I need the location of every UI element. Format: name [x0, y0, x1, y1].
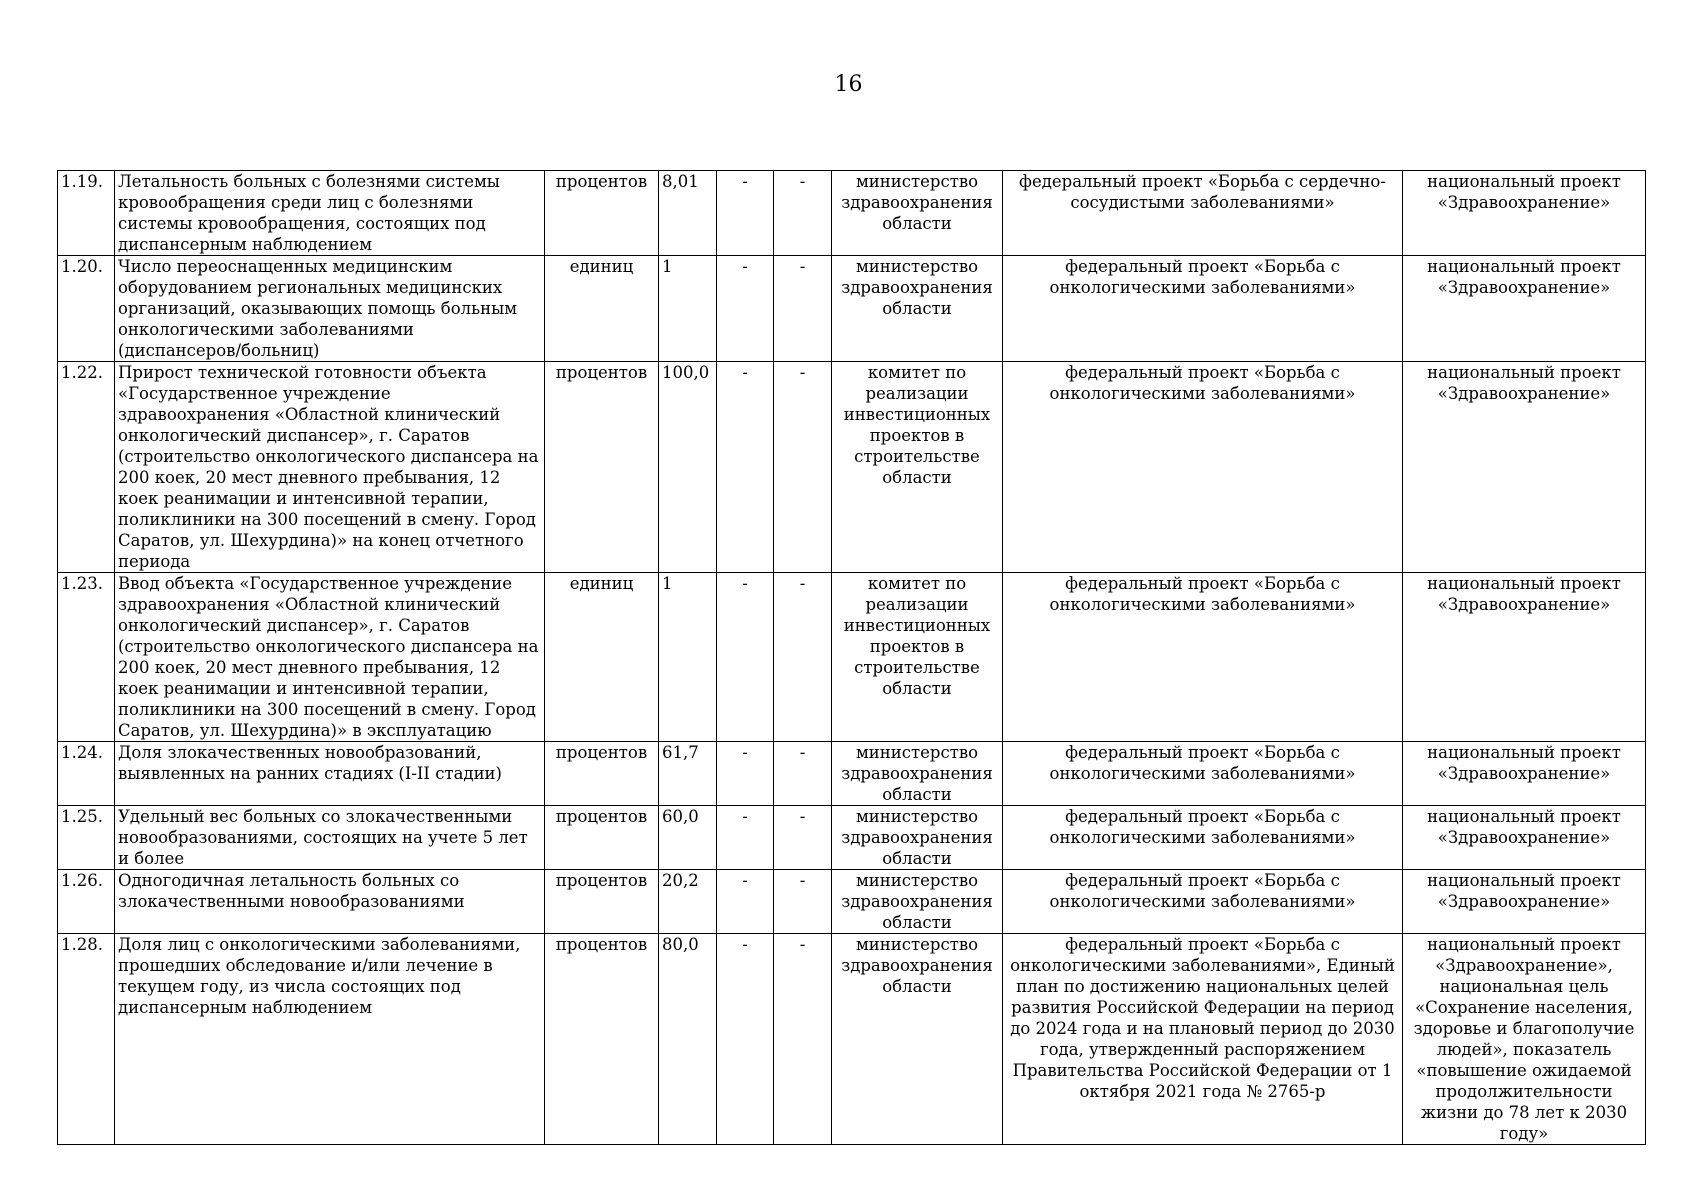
row-number: 1.28. [58, 934, 115, 1145]
table-row [58, 742, 1646, 806]
unit: единиц [545, 256, 659, 362]
indicator-name: Прирост технической готовности объекта «Государственное учреждение здравоохранения «Областной клинический онкологический диспансер», г. Саратов (строительство онкологического диспансера на 200 коек, 20 мест дневного пребывания, 12 коек реанимации и интенсивной терапии, поликлиники на 300 посещений в смену. Город Саратов, ул. Шехурдина)» на конец отчетного периода [115, 362, 545, 573]
responsible: министерство здравоохранения области [832, 171, 1003, 256]
target-value: 61,7 [659, 742, 717, 806]
national-project: национальный проект «Здравоохранение» [1403, 870, 1646, 934]
target-value: 100,0 [659, 362, 717, 573]
table-row [58, 256, 1646, 362]
responsible: комитет по реализации инвестиционных проектов в строительстве области [832, 362, 1003, 573]
national-project: национальный проект «Здравоохранение» [1403, 742, 1646, 806]
indicator-name: Доля лиц с онкологическими заболеваниями, прошедших обследование и/или лечение в текущем году, из числа состоящих под диспансерным наблюдением [115, 934, 545, 1145]
col5-value: - [717, 362, 774, 573]
table-row [58, 934, 1646, 1145]
indicator-name: Число переоснащенных медицинским оборудованием региональных медицинских организаций, оказывающих помощь больным онкологическими заболеваниями (диспансеров/больниц) [115, 256, 545, 362]
unit: процентов [545, 806, 659, 870]
national-project: национальный проект «Здравоохранение» [1403, 256, 1646, 362]
row-number: 1.24. [58, 742, 115, 806]
unit: единиц [545, 573, 659, 742]
col6-value: - [774, 870, 832, 934]
col5-value: - [717, 256, 774, 362]
responsible: министерство здравоохранения области [832, 934, 1003, 1145]
row-number: 1.23. [58, 573, 115, 742]
page-number: 16 [834, 72, 863, 97]
row-number: 1.20. [58, 256, 115, 362]
table-row [58, 171, 1646, 256]
unit: процентов [545, 870, 659, 934]
responsible: министерство здравоохранения области [832, 806, 1003, 870]
target-value: 1 [659, 573, 717, 742]
responsible: министерство здравоохранения области [832, 256, 1003, 362]
federal-project: федеральный проект «Борьба с онкологическими заболеваниями» [1003, 256, 1403, 362]
indicator-name: Одногодичная летальность больных со злокачественными новообразованиями [115, 870, 545, 934]
col6-value: - [774, 256, 832, 362]
col5-value: - [717, 806, 774, 870]
target-value: 1 [659, 256, 717, 362]
indicator-name: Доля злокачественных новообразований, выявленных на ранних стадиях (I-II стадии) [115, 742, 545, 806]
federal-project: федеральный проект «Борьба с онкологическими заболеваниями», Единый план по достижению национальных целей развития Российской Федерации на период до 2024 года и на плановый период до 2030 года, утвержденный распоряжением Правительства Российской Федерации от 1 октября 2021 года № 2765-р [1003, 934, 1403, 1145]
table-row [58, 870, 1646, 934]
row-number: 1.26. [58, 870, 115, 934]
col5-value: - [717, 573, 774, 742]
col6-value: - [774, 742, 832, 806]
col6-value: - [774, 934, 832, 1145]
unit: процентов [545, 171, 659, 256]
unit: процентов [545, 362, 659, 573]
responsible: министерство здравоохранения области [832, 742, 1003, 806]
row-number: 1.19. [58, 171, 115, 256]
row-number: 1.25. [58, 806, 115, 870]
col5-value: - [717, 171, 774, 256]
indicator-name: Ввод объекта «Государственное учреждение здравоохранения «Областной клинический онкологический диспансер», г. Саратов (строительство онкологического диспансера на 200 коек, 20 мест дневного пребывания, 12 коек реанимации и интенсивной терапии, поликлиники на 300 посещений в смену. Город Саратов, ул. Шехурдина)» в эксплуатацию [115, 573, 545, 742]
table-row [58, 573, 1646, 742]
table-row [58, 362, 1646, 573]
col6-value: - [774, 573, 832, 742]
col5-value: - [717, 934, 774, 1145]
unit: процентов [545, 742, 659, 806]
row-number: 1.22. [58, 362, 115, 573]
col6-value: - [774, 362, 832, 573]
indicators-table [57, 170, 1646, 1145]
col6-value: - [774, 806, 832, 870]
col6-value: - [774, 171, 832, 256]
federal-project: федеральный проект «Борьба с онкологическими заболеваниями» [1003, 362, 1403, 573]
responsible: комитет по реализации инвестиционных проектов в строительстве области [832, 573, 1003, 742]
target-value: 8,01 [659, 171, 717, 256]
federal-project: федеральный проект «Борьба с онкологическими заболеваниями» [1003, 742, 1403, 806]
indicator-name: Удельный вес больных со злокачественными новообразованиями, состоящих на учете 5 лет и более [115, 806, 545, 870]
national-project: национальный проект «Здравоохранение» [1403, 171, 1646, 256]
federal-project: федеральный проект «Борьба с онкологическими заболеваниями» [1003, 806, 1403, 870]
federal-project: федеральный проект «Борьба с онкологическими заболеваниями» [1003, 870, 1403, 934]
indicator-name: Летальность больных с болезнями системы кровообращения среди лиц с болезнями системы кровообращения, состоящих под диспансерным наблюдением [115, 171, 545, 256]
target-value: 20,2 [659, 870, 717, 934]
target-value: 80,0 [659, 934, 717, 1145]
federal-project: федеральный проект «Борьба с сердечно-сосудистыми заболеваниями» [1003, 171, 1403, 256]
col5-value: - [717, 742, 774, 806]
target-value: 60,0 [659, 806, 717, 870]
federal-project: федеральный проект «Борьба с онкологическими заболеваниями» [1003, 573, 1403, 742]
national-project: национальный проект «Здравоохранение» [1403, 573, 1646, 742]
unit: процентов [545, 934, 659, 1145]
responsible: министерство здравоохранения области [832, 870, 1003, 934]
col5-value: - [717, 870, 774, 934]
national-project: национальный проект «Здравоохранение», национальная цель «Сохранение населения, здоровье и благополучие людей», показатель «повышение ожидаемой продолжительности жизни до 78 лет к 2030 году» [1403, 934, 1646, 1145]
table-row [58, 806, 1646, 870]
national-project: национальный проект «Здравоохранение» [1403, 806, 1646, 870]
table-body [58, 171, 1646, 1145]
national-project: национальный проект «Здравоохранение» [1403, 362, 1646, 573]
